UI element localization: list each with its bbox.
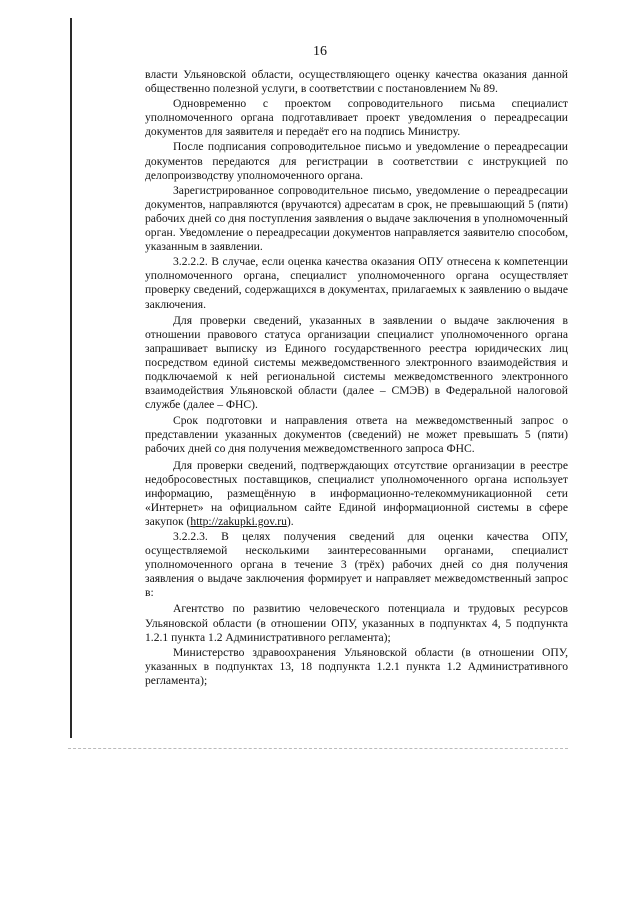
paragraph: власти Ульяновской области, осуществляющего оценку качества оказания данной общественно полезной услуги, в соответствии с постановлением № 89. <box>145 68 568 96</box>
paragraph: Срок подготовки и направления ответа на межведомственный запрос о представлении указанных документов (сведений) не может превышать 5 (пяти) рабочих дней со дня получения межведомственного запроса ФНС. <box>145 414 568 456</box>
paragraph: 3.2.2.3. В целях получения сведений для оценки качества ОПУ, осуществляемой несколькими заинтересованными органами, специалист уполномоченного органа в течение 3 (трёх) рабочих дней со дня получения заявления о выдаче заключения формирует и направляет межведомственный запрос в: <box>145 530 568 600</box>
zakupki-link[interactable]: http://zakupki.gov.ru <box>190 514 287 528</box>
paragraph: Одновременно с проектом сопроводительного письма специалист уполномоченного органа подготавливает проект уведомления о переадресации документов для заявителя и передаёт его на подпись Министру. <box>145 97 568 139</box>
document-body <box>145 68 568 689</box>
paragraph: Агентство по развитию человеческого потенциала и трудовых ресурсов Ульяновской области (в отношении ОПУ, указанных в подпунктах 4, 5 подпункта 1.2.1 пункта 1.2 Административного регламента); <box>145 602 568 644</box>
registry-paragraph <box>145 459 568 529</box>
paragraph: Для проверки сведений, указанных в заявлении о выдаче заключения в отношении правового статуса организации специалист уполномоченного органа запрашивает выписку из Единого государственного реестра юридических лиц посредством единой системы межведомственного электронного взаимодействия и подключаемой к ней региональной системы межведомственного электронного взаимодействия Ульяновской области (далее – СМЭВ) в Федеральной налоговой службе (далее – ФНС). <box>145 313 568 412</box>
paragraph: После подписания сопроводительное письмо и уведомление о переадресации документов передаются для регистрации в соответствии с инструкцией по делопроизводству уполномоченного органа. <box>145 140 568 182</box>
registry-text-end: ). <box>286 514 294 528</box>
scan-edge-line <box>70 18 72 738</box>
page-number: 16 <box>313 44 327 59</box>
paragraph: Министерство здравоохранения Ульяновской области (в отношении ОПУ, указанных в подпунктах 13, 18 подпункта 1.2.1 пункта 1.2 Административного регламента); <box>145 645 568 687</box>
paragraph: 3.2.2.2. В случае, если оценка качества оказания ОПУ отнесена к компетенции уполномоченного органа, специалист уполномоченного органа осуществляет проверку сведений, содержащихся в документах, прилагаемых к заявлению о выдаче заключения. <box>145 255 568 311</box>
registry-text: Для проверки сведений, подтверждающих отсутствие организации в реестре недобросовестных поставщиков, специалист уполномоченного органа использует информацию, размещённую в информационно-телекоммуникационной сети «Интернет» на официальном сайте Единой информационной системы в сфере закупок ( <box>145 458 568 528</box>
paragraph: Зарегистрированное сопроводительное письмо, уведомление о переадресации документов, направляются (вручаются) адресатам в срок, не превышающий 5 (пяти) рабочих дней со дня поступления заявления о выдаче заключения в уполномоченный орган. Уведомление о переадресации документов направляется заявителю способом, указанным в заявлении. <box>145 183 568 254</box>
footer-divider <box>68 748 568 749</box>
